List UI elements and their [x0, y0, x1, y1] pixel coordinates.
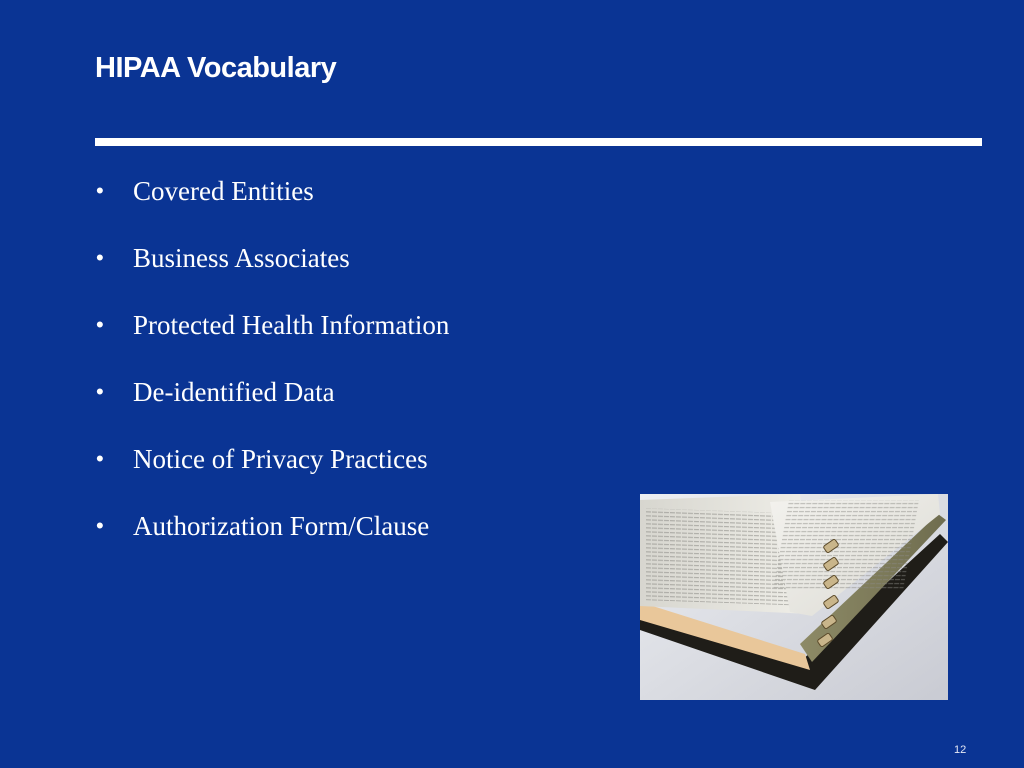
slide-title: HIPAA Vocabulary: [95, 52, 337, 84]
list-item: [96, 306, 449, 373]
list-item: [96, 239, 449, 306]
bullet-text: Covered Entities: [133, 176, 314, 206]
bullet-icon: •: [96, 312, 104, 337]
dictionary-photo: [640, 494, 948, 700]
bullet-text: Business Associates: [133, 243, 350, 273]
title-divider: [95, 138, 982, 146]
bullet-text: Authorization Form/Clause: [133, 511, 430, 541]
bullet-icon: •: [96, 178, 104, 203]
bullet-icon: •: [96, 245, 104, 270]
bullet-text: Protected Health Information: [133, 310, 450, 340]
bullet-icon: •: [96, 446, 104, 471]
bullet-list: [96, 172, 449, 574]
bullet-icon: •: [96, 379, 104, 404]
bullet-text: Notice of Privacy Practices: [133, 444, 428, 474]
bullet-text: De-identified Data: [133, 377, 335, 407]
list-item: [96, 440, 449, 507]
page-number: 12: [954, 744, 967, 756]
bullet-icon: •: [96, 513, 104, 538]
list-item: [96, 507, 449, 574]
list-item: [96, 172, 449, 239]
list-item: [96, 373, 449, 440]
